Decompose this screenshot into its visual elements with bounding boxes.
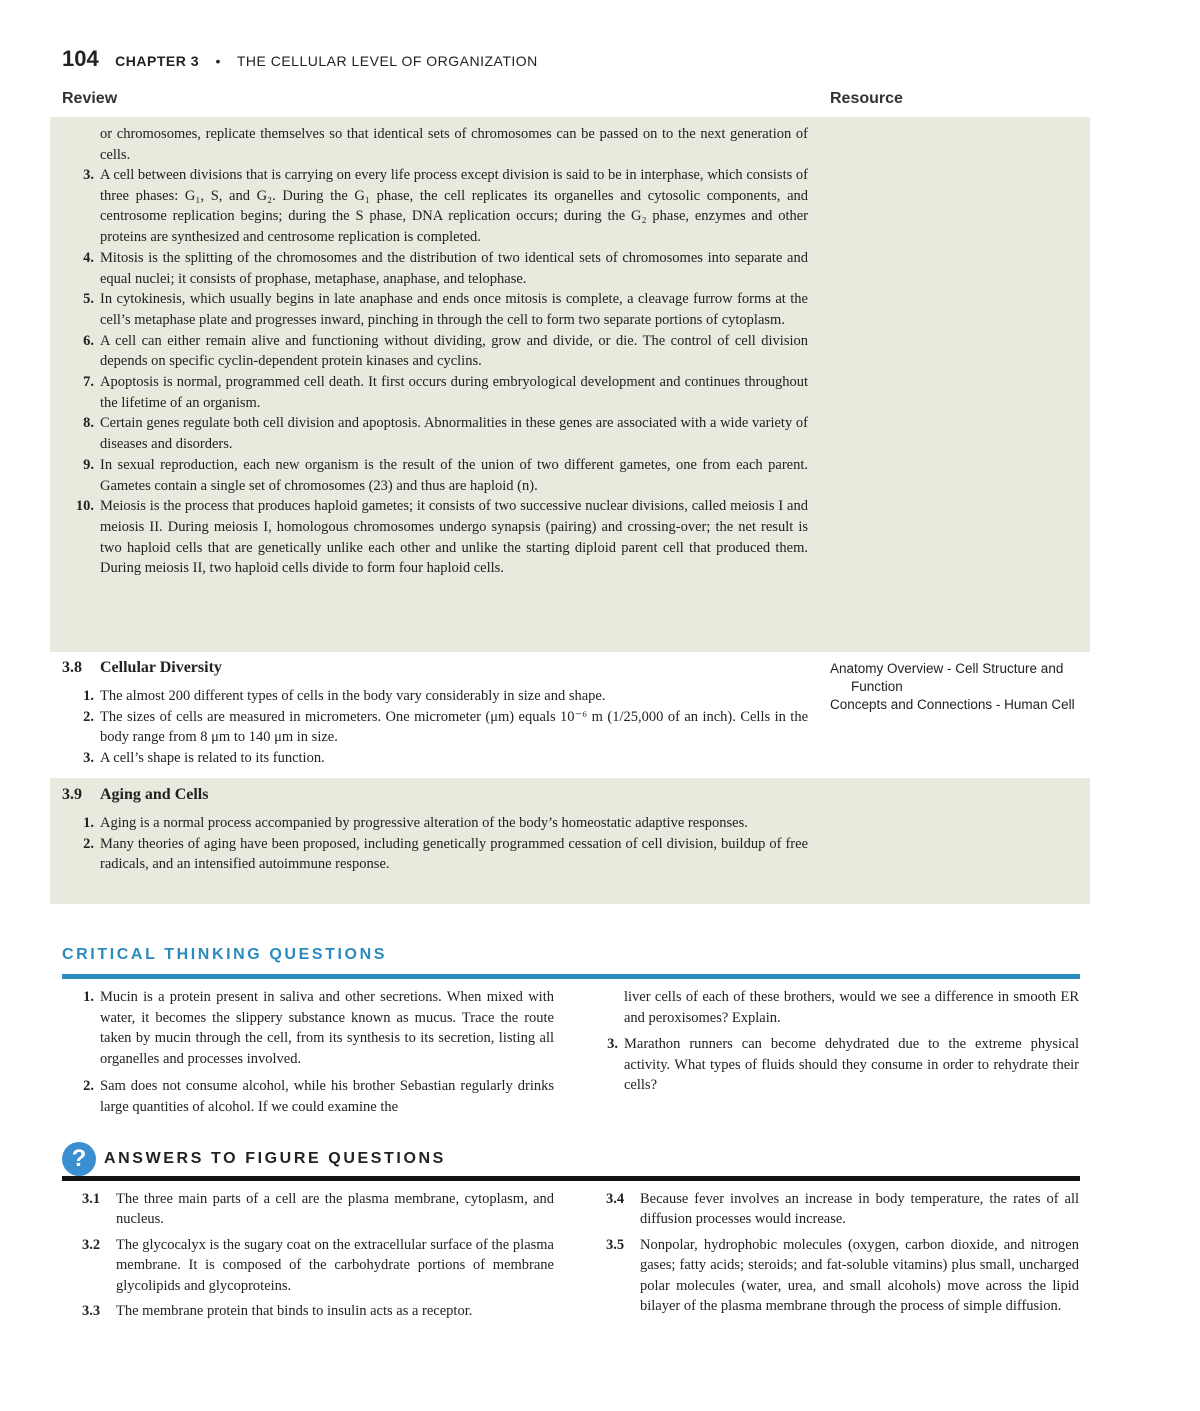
resource-link-cell-structure[interactable]: Anatomy Overview - Cell Structure and Function: [830, 661, 1064, 694]
resource-link-human-cell[interactable]: Concepts and Connections - Human Cell: [830, 697, 1075, 712]
chapter-title: THE CELLULAR LEVEL OF ORGANIZATION: [236, 53, 538, 69]
list-item: 4. Mitosis is the splitting of the chromosomes and the distribution of two identical sets of chromosomes into separate and equal nuclei; it consists of prophase, metaphase, anaphase, and telophase.: [83, 249, 808, 287]
list-item: 2. The sizes of cells are measured in micrometers. One micrometer (μm) equals 10⁻⁶ m (1/25,000 of an inch). Cells in the body range from 8 μm to 140 μm in size.: [83, 708, 808, 746]
cellular-diversity-list: [62, 686, 808, 769]
list-item: 3. A cell’s shape is related to its function.: [83, 750, 325, 767]
question-continued: liver cells of each of these brothers, would we see a difference in smooth ER and peroxisomes? Explain.: [624, 989, 1079, 1026]
resource-column-heading: Resource: [830, 90, 903, 107]
aging-list: [62, 813, 808, 875]
answer-item: 3.3 The membrane protein that binds to insulin acts as a receptor.: [82, 1303, 473, 1320]
question-mark-icon: ?: [62, 1142, 96, 1176]
list-item: 8. Certain genes regulate both cell division and apoptosis. Abnormalities in these genes are associated with a wide variety of diseases and disorders.: [83, 415, 808, 453]
list-item: 6. A cell can either remain alive and functioning without dividing, grow and divide, or die. The control of cell division depends on specific cyclin-dependent protein kinases and cyclins.: [83, 332, 808, 370]
continued-paragraph: or chromosomes, replicate themselves so that identical sets of chromosomes can be passed on to the next generation of cells.: [100, 126, 808, 163]
resource-links: [830, 660, 1085, 714]
list-item: 5. In cytokinesis, which usually begins in late anaphase and ends once mitosis is complete, a cleavage furrow forms at the cell’s metaphase plate and progresses inward, pinching in through the cell to form two separate portions of cytoplasm.: [83, 291, 808, 328]
list-item: 10. Meiosis is the process that produces haploid gametes; it consists of two successive nuclear divisions, called meiosis I and meiosis II. During meiosis I, homologous chromosomes undergo synapsis (pairing) and crossing-over; the net result is two haploid cells that are genetically unlike each other and unlike the starting diploid parent cell that produced them. During meiosis II, two haploid cells divide to form four haploid cells.: [75, 498, 808, 577]
section-title-aging: 3.9 Aging and Cells: [62, 786, 209, 803]
figure-answers-rule: [62, 1176, 1080, 1181]
list-item: 9. In sexual reproduction, each new organism is the result of the union of two different gametes, one from each parent. Gametes contain a single set of chromosomes (23) and thus are haploid (n).: [83, 456, 808, 494]
answer-item: 3.5 Nonpolar, hydrophobic molecules (oxygen, carbon dioxide, and nitrogen gases; fatty acids; steroids; and fat-soluble vitamins) plus small, uncharged polar molecules (water, urea, and small alcohols) move across the lipid bilayer of the plasma membrane through the process of simple diffusion.: [606, 1236, 1079, 1315]
critical-thinking-heading: CRITICAL THINKING QUESTIONS: [62, 946, 388, 963]
figure-answers-left: [62, 1189, 554, 1326]
list-item: 1. Aging is a normal process accompanied by progressive alteration of the body’s homeostatic adaptive responses.: [83, 815, 748, 831]
answer-item: 3.4 Because fever involves an increase in body temperature, the rates of all diffusion processes would increase.: [606, 1191, 1079, 1228]
question-item: 3. Marathon runners can become dehydrated due to the extreme physical activity. What types of fluids should they consume in order to rehydrate their cells?: [607, 1036, 1079, 1094]
critical-thinking-list-right: [586, 1034, 1079, 1096]
page-number: 104: [62, 46, 99, 71]
list-item: 1. The almost 200 different types of cells in the body vary considerably in size and shape.: [83, 688, 606, 704]
figure-answers-heading: ANSWERS TO FIGURE QUESTIONS: [104, 1150, 446, 1167]
answer-item: 3.1 The three main parts of a cell are the plasma membrane, cytoplasm, and nucleus.: [82, 1191, 554, 1228]
section-title-cellular-diversity: 3.8 Cellular Diversity: [62, 659, 222, 676]
answer-item: 3.2 The glycocalyx is the sugary coat on the extracellular surface of the plasma membrane. It is composed of the carbohydrate portions of membrane glycolipids and glycoproteins.: [82, 1236, 554, 1294]
question-item: 2. Sam does not consume alcohol, while his brother Sebastian regularly drinks large quantities of alcohol. If we could examine the: [83, 1077, 554, 1115]
figure-answers-right: [586, 1189, 1079, 1321]
list-item: 7. Apoptosis is normal, programmed cell death. It first occurs during embryological development and continues throughout the lifetime of an organism.: [83, 374, 808, 411]
cell-division-list: [62, 165, 808, 579]
running-header: [62, 46, 538, 72]
question-item: 1. Mucin is a protein present in saliva and other secretions. When mixed with water, it becomes the slippery substance known as mucus. Trace the route taken by mucin through the cell, from its synthesis to its secretion, listing all organelles and processes involved.: [83, 989, 554, 1068]
chapter-label: CHAPTER 3: [115, 53, 200, 69]
list-item: 2. Many theories of aging have been proposed, including genetically programmed cessation of cell division, buildup of free radicals, and an intensified autoimmune response.: [83, 835, 808, 873]
header-bullet: •: [215, 53, 221, 69]
review-column-heading: Review: [62, 90, 118, 107]
critical-thinking-rule: [62, 974, 1080, 979]
list-item: 3. A cell between divisions that is carrying on every life process except division is said to be in interphase, which consists of three phases: G₁, S, and G₂. During the G₁ phase, the cell replicates its organelles and cytosolic components, and centrosome replication begins; during the S phase, DNA replication occurs; during the G₂ phase, enzymes and other proteins are synthesized and centrosome replication is completed.: [83, 167, 808, 246]
critical-thinking-list-left: [62, 987, 554, 1117]
